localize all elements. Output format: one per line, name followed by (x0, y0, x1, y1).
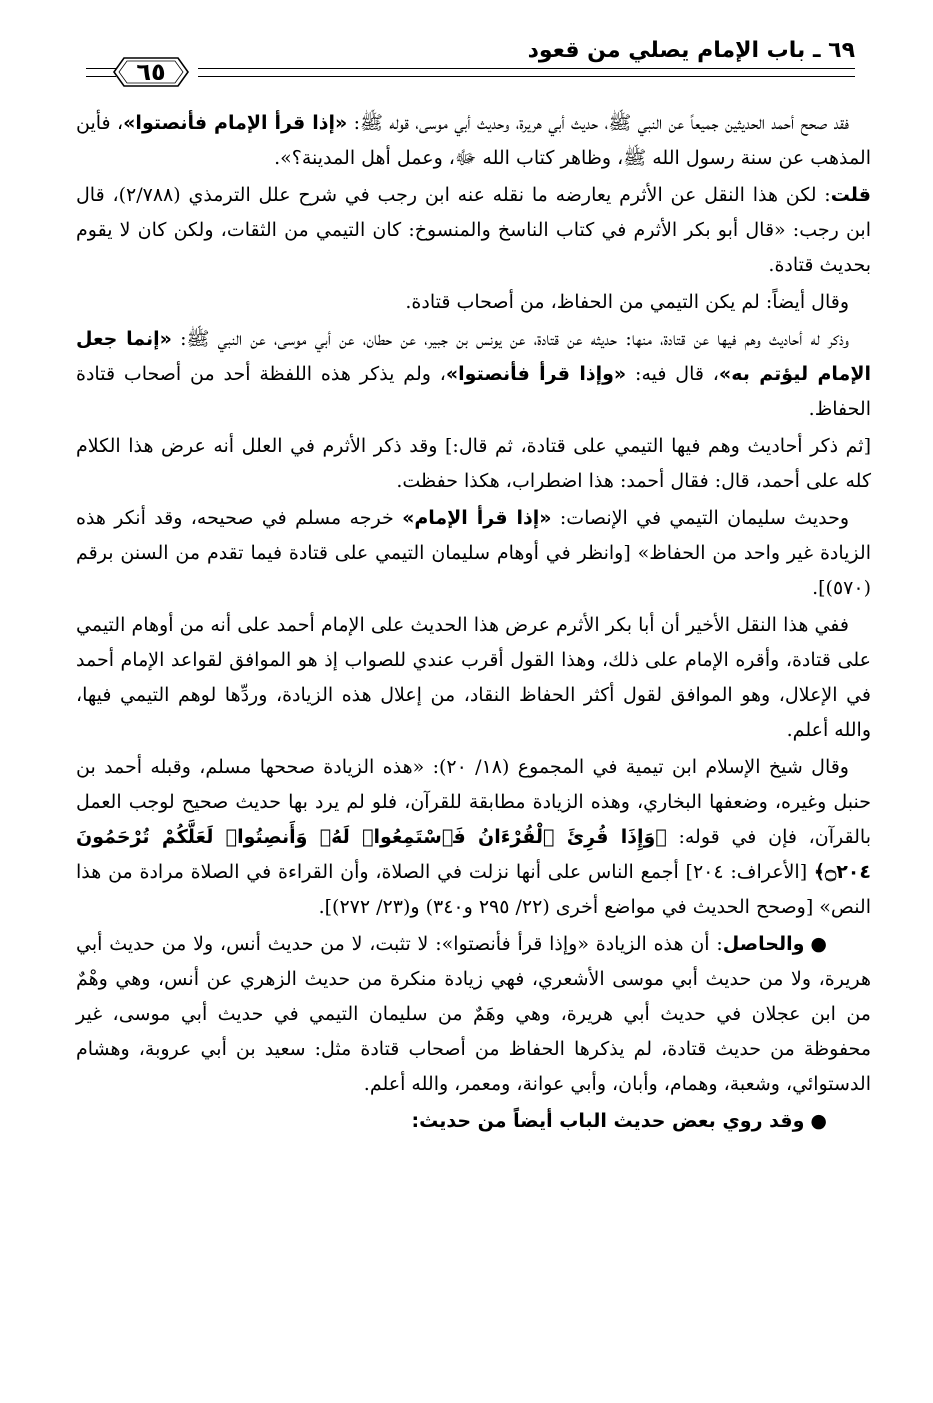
bold-text-segment: «إنما جعل الإمام ليؤتم به» (76, 328, 871, 385)
text-segment: خرجه مسلم في صحيحه، وقد أنكر هذه الزيادة غير واحد من الحفاظ» [وانظر في أوهام سليمان التيمي على قتادة فيما تقدم من السنن برقم (٥٧٠)]. (76, 507, 871, 599)
bold-text-segment: وقد روي بعض حديث الباب أيضاً من حديث: (411, 1110, 805, 1132)
page-number: ٦٥ (136, 58, 166, 86)
text-segment: ، فأين المذهب عن سنة رسول الله ﷺ، وظاهر كتاب الله ﷻ، وعمل أهل المدينة؟». (76, 112, 871, 169)
bold-text-segment: والحاصل (722, 933, 805, 955)
text-segment: فقد صحح أحمد الحديثين جميعاً عن النبي ﷺ، حديث أبي هريرة، وحديث أبي موسى، قوله ﷺ: (347, 112, 849, 134)
header-rule (198, 76, 855, 77)
text-segment: ، ولم يذكر هذه اللفظة أحد من أصحاب قتادة الحفاظ. (76, 363, 871, 420)
bullet-icon: ● (810, 1110, 827, 1132)
text-segment: : لكن هذا النقل عن الأثرم يعارضه ما نقله عنه ابن رجب في شرح علل الترمذي (٢/٧٨٨)، قال ابن رجب: «قال أبو بكر الأثرم في كتاب الناسخ والمنسوخ: كان التيمي من الثقات، ولكن كان لا يقوم بحديث قتادة. (76, 184, 871, 276)
bold-text-segment: «إذا قرأ الإمام» (402, 507, 552, 529)
text-segment: وقال شيخ الإسلام ابن تيمية في المجموع (١٨/ ٢٠): «هذه الزيادة صححها مسلم، وقبله أحمد بن حنبل وغيره، وضعفها البخاري، وهذه الزيادة مطابقة للقرآن، فلو لم يرد بها حديث صحيح لوجب العمل بالقرآن، فإن في قوله: (76, 756, 871, 848)
page-header (86, 32, 855, 88)
bold-text-segment: «وإذا قرأ فأنصتوا» (445, 363, 627, 385)
paragraph (76, 750, 871, 925)
paragraph (76, 429, 871, 499)
header-rule (198, 68, 855, 69)
bold-text-segment: ﴿وَإِذَا قُرِئَ ٱلْقُرْءَانُ فَٱسْتَمِعُوا۟ لَهُۥ وَأَنصِتُوا۟ لَعَلَّكُمْ تُرْحَمُونَ ۝٢٠٤﴾ (76, 826, 871, 883)
text-segment: ، قال فيه: (626, 363, 719, 385)
text-segment: [الأعراف: ٢٠٤] أجمع الناس على أنها نزلت في الصلاة، وأن القراءة في الصلاة مرادة من هذا النص» [وصحح الحديث في مواضع أخرى (٢٢/ ٢٩٥ و٣٤٠) و(٢٣/ ٢٧٢)]. (76, 861, 871, 918)
text-segment: [ثم ذكر أحاديث وهم فيها التيمي على قتادة، ثم قال:] وقد ذكر الأثرم في العلل أنه عرض هذا الكلام كله على أحمد، قال: فقال أحمد: هذا اضطراب، هكذا حفظت. (76, 435, 871, 492)
text-segment: : أن هذه الزيادة «وإذا قرأ فأنصتوا»: لا تثبت، لا من حديث أنس، ولا من حديث أبي هريرة، ولا من حديث أبي موسى الأشعري، فهي زيادة منكرة من حديث الزهري عن أنس، وهي وهْمٌ من ابن عجلان في حديث أبي هريرة، وهي وهَمٌ من سليمان التيمي في حديث أبي موسى، غير محفوظة من حديث قتادة، لم يذكرها الحفاظ من أصحاب قتادة مثل: سعيد بن أبي عروبة، وهشام الدستوائي، وشعبة، وهمام، وأبان، وأبي عوانة، ومعمر، والله أعلم. (76, 933, 871, 1095)
bullet-icon: ● (810, 933, 827, 955)
text-segment: وذكر له أحاديث وهم فيها عن قتادة، منها: حديثه عن قتادة، عن يونس بن جبير، عن حطان، عن أبي موسى، عن النبي ﷺ: (171, 328, 849, 350)
paragraph (76, 285, 871, 320)
paragraph (76, 927, 871, 1102)
paragraph (76, 322, 871, 427)
paragraph (76, 501, 871, 606)
paragraph (76, 608, 871, 748)
paragraph (76, 178, 871, 283)
chapter-title: ٦٩ ـ باب الإمام يصلي من قعود (527, 38, 855, 63)
bold-text-segment: قلت (830, 184, 871, 206)
body-text (76, 106, 871, 1141)
text-segment: ففي هذا النقل الأخير أن أبا بكر الأثرم عرض هذا الحديث على الإمام أحمد على أنه من أوهام التيمي على قتادة، وأقره الإمام على ذلك، وهذا القول أقرب عندي للصواب إذ هو الموافق لقواعد الإمام أحمد في الإعلال، وهو الموافق لقول أكثر الحفاظ النقاد، من إعلال هذه الزيادة، وردِّها لوهم التيمي فيها، والله أعلم. (76, 614, 871, 741)
paragraph (76, 106, 871, 176)
text-segment: وقال أيضاً: لم يكن التيمي من الحفاظ، من أصحاب قتادة. (405, 291, 849, 313)
bold-text-segment: «إذا قرأ الإمام فأنصتوا» (123, 112, 348, 134)
paragraph (76, 1104, 871, 1139)
page-number-badge (112, 54, 190, 90)
text-segment: وحديث سليمان التيمي في الإنصات: (551, 507, 850, 529)
